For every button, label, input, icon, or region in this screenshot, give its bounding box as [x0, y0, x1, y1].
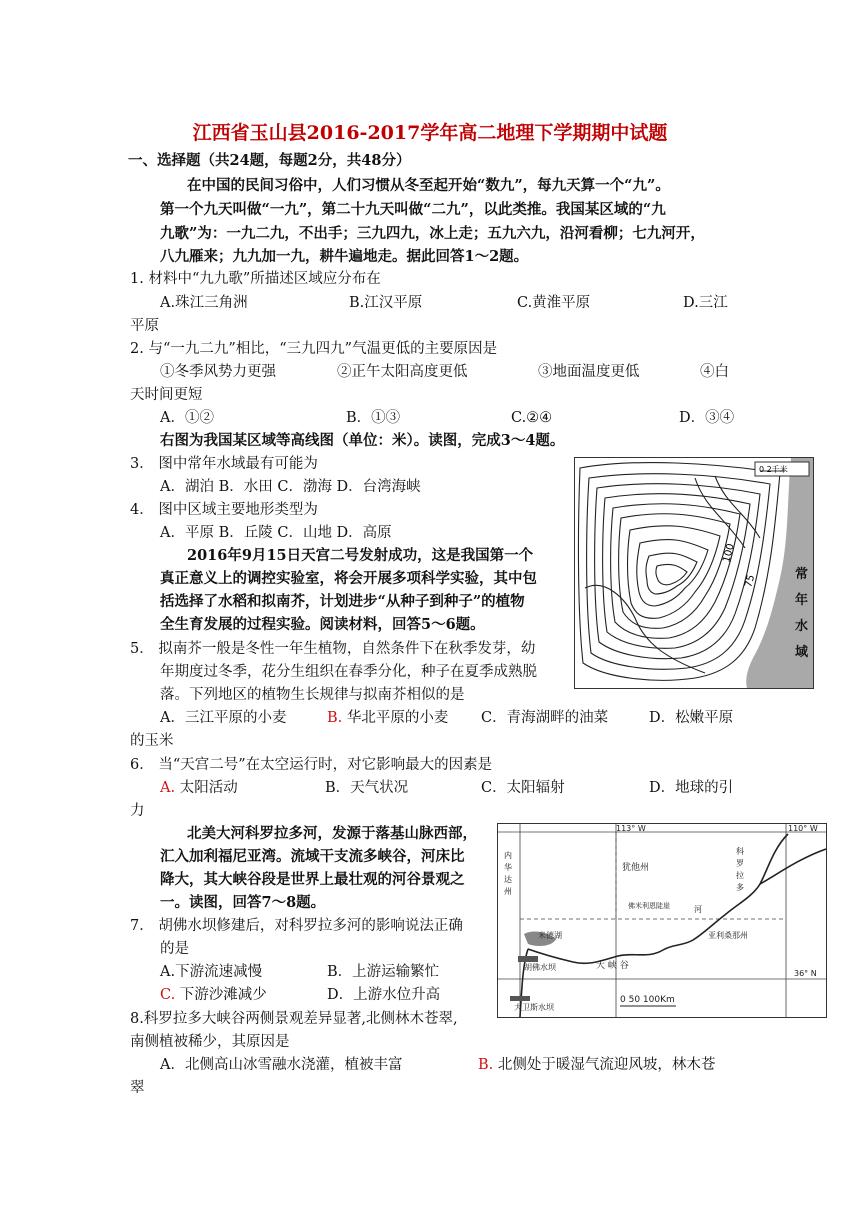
question-stem: 5． 拟南芥一般是冬性一年生植物，自然条件下在秋季发芽，幼: [130, 641, 536, 657]
option-b-continued: 翠: [130, 1080, 145, 1096]
option-letter: B.: [478, 1057, 494, 1073]
state-label-nevada: 内华达州: [504, 851, 512, 896]
option-c: C.黄淮平原: [517, 295, 591, 311]
feature-label: 佛米利恩陡崖: [628, 902, 670, 910]
scale-text: 0 2千米: [759, 465, 788, 474]
question-stem: 2. 与“一九二九”相比，“三九四九”气温更低的主要原因是: [130, 341, 498, 357]
contour-label-100: 100: [721, 542, 737, 564]
option-d-continued: 力: [130, 803, 145, 819]
option-text: 太阳活动: [175, 780, 238, 796]
option-b: B．天气状况: [325, 780, 409, 796]
option-d: D．地球的引: [649, 780, 734, 796]
river-map-drawing: [498, 824, 826, 1017]
river-label: 河: [694, 905, 702, 914]
latitude-label: 36° N: [794, 969, 817, 978]
contour-label-75: 75: [743, 573, 758, 589]
option-c: C．青海湖畔的油菜: [481, 710, 609, 726]
option-a: A.珠江三角洲: [160, 295, 248, 311]
statement-1: ①冬季风势力更强: [160, 364, 276, 380]
options-line: A．平原 B．丘陵 C．山地 D．高原: [160, 525, 392, 541]
question-stem: 年期度过冬季，花分生组织在春季分化，种子在夏季成熟脱: [160, 664, 537, 680]
option-c: C．太阳辐射: [481, 780, 565, 796]
canyon-label: 大 峡 谷: [596, 961, 629, 971]
question-stem: 7． 胡佛水坝修建后，对科罗拉多河的影响说法正确: [130, 918, 463, 934]
option-d: D．上游水位升高: [327, 987, 441, 1003]
option-b: B．上游运输繁忙: [327, 964, 440, 980]
contour-map-drawing: [575, 458, 813, 688]
option-text: 北侧处于暖湿气流迎风坡，林木苍: [493, 1057, 716, 1073]
question-stem: 4． 图中区域主要地形类型为: [130, 502, 318, 518]
colorado-river-map: [497, 823, 827, 1018]
option-d: D．松嫩平原: [649, 710, 734, 726]
option-a: [160, 777, 238, 799]
option-c: [160, 984, 267, 1006]
water-label: 常年水域: [795, 567, 809, 660]
option-d: D．③④: [679, 410, 735, 426]
option-b: [478, 1054, 715, 1076]
option-b: B．①③: [346, 410, 401, 426]
intro-paragraph-line: 全生育发展的过程实验。阅读材料，回答5～6题。: [160, 616, 485, 633]
intro-paragraph-line: 汇入加利福尼亚湾。流域干支流多峡谷，河床比: [160, 848, 465, 865]
option-a: A．①②: [160, 410, 214, 426]
dam-label-hoover: 胡佛水坝: [524, 963, 556, 972]
intro-paragraph-line: 括选择了水稻和拟南芥，计划进步“从种子到种子”的植物: [160, 593, 525, 610]
intro-paragraph-line: 北美大河科罗拉多河，发源于落基山脉西部，: [187, 825, 477, 842]
intro-paragraph-line: 在中国的民间习俗中，人们习惯从冬至起开始“数九”，每九天算一个“九”。: [187, 177, 670, 194]
option-d-continued: 的玉米: [130, 733, 174, 749]
map-scale-text: 0 50 100Km: [620, 995, 675, 1005]
intro-paragraph-line: 八九雁来；九九加一九，耕牛遍地走。据此回答1～2题。: [160, 248, 529, 265]
dam-symbol: [510, 996, 530, 1001]
section-header: 一、选择题（共24题，每题2分，共48分）: [128, 152, 411, 169]
question-stem: 落。下列地区的植物生长规律与拟南芥相似的是: [160, 687, 465, 703]
intro-paragraph-line: 2016年9月15日天宫二号发射成功，这是我国第一个: [187, 547, 534, 564]
question-stem: 南侧植被稀少，其原因是: [130, 1034, 290, 1050]
intro-paragraph-line: 降大，其大峡谷段是世界上最壮观的河谷景观之: [160, 871, 465, 888]
option-letter: A.: [160, 780, 176, 796]
option-text: 下游沙滩减少: [175, 987, 267, 1003]
longitude-label: 110° W: [788, 824, 818, 833]
river-label-colorado: 科罗拉多: [736, 847, 744, 892]
option-text: 华北平原的小麦: [342, 710, 449, 726]
option-d-continued: 平原: [130, 318, 159, 334]
option-c: C.②④: [511, 410, 553, 426]
question-stem: 8.科罗拉多大峡谷两侧景观差异显著,北侧林木苍翠,: [130, 1011, 458, 1027]
statement-4-continued: 天时间更短: [130, 387, 203, 403]
longitude-label: 113° W: [616, 824, 646, 833]
option-a: A．北侧高山冰雪融水浇灌，植被丰富: [160, 1057, 403, 1073]
dam-label-davis: 大卫斯水坝: [514, 1003, 554, 1012]
question-stem: 3． 图中常年水域最有可能为: [130, 456, 318, 472]
option-a: A.下游流速减慢: [160, 964, 263, 980]
option-letter: C.: [160, 987, 176, 1003]
option-letter: B.: [327, 710, 343, 726]
state-label-arizona: 亚利桑那州: [708, 931, 748, 940]
dam-symbol: [518, 956, 538, 962]
statement-2: ②正午太阳高度更低: [337, 364, 468, 380]
intro-paragraph-line: 一。读图，回答7～8题。: [160, 894, 326, 911]
question-stem: 1. 材料中“九九歌”所描述区域应分布在: [130, 271, 381, 287]
options-line: A．湖泊 B．水田 C．渤海 D．台湾海峡: [160, 479, 421, 495]
state-label-utah: 犹他州: [622, 863, 650, 873]
option-b: [327, 707, 448, 729]
intro-paragraph-line: 右图为我国某区域等高线图（单位：米）。读图，完成3～4题。: [160, 432, 565, 449]
intro-paragraph-line: 九歌”为：一九二九，不出手；三九四九，冰上走；五九六九，沿河看柳；七九河开，: [160, 225, 705, 242]
lake-label: 米德湖: [538, 931, 562, 940]
statement-4: ④白: [700, 364, 729, 380]
option-b: B.江汉平原: [349, 295, 423, 311]
intro-paragraph-line: 第一个九天叫做“一九”，第二十九天叫做“二九”，以此类推。我国某区域的“九: [160, 201, 666, 218]
statement-3: ③地面温度更低: [538, 364, 640, 380]
option-a: A．三江平原的小麦: [160, 710, 287, 726]
intro-paragraph-line: 真正意义上的调控实验室，将会开展多项科学实验，其中包: [160, 570, 537, 587]
page-title: 江西省玉山县2016-2017学年高二地理下学期期中试题: [192, 122, 668, 144]
question-stem: 6． 当“天宫二号”在太空运行时，对它影响最大的因素是: [130, 757, 493, 773]
contour-map: [574, 457, 814, 689]
question-stem: 的是: [160, 941, 189, 957]
option-d: D.三江: [683, 295, 728, 311]
